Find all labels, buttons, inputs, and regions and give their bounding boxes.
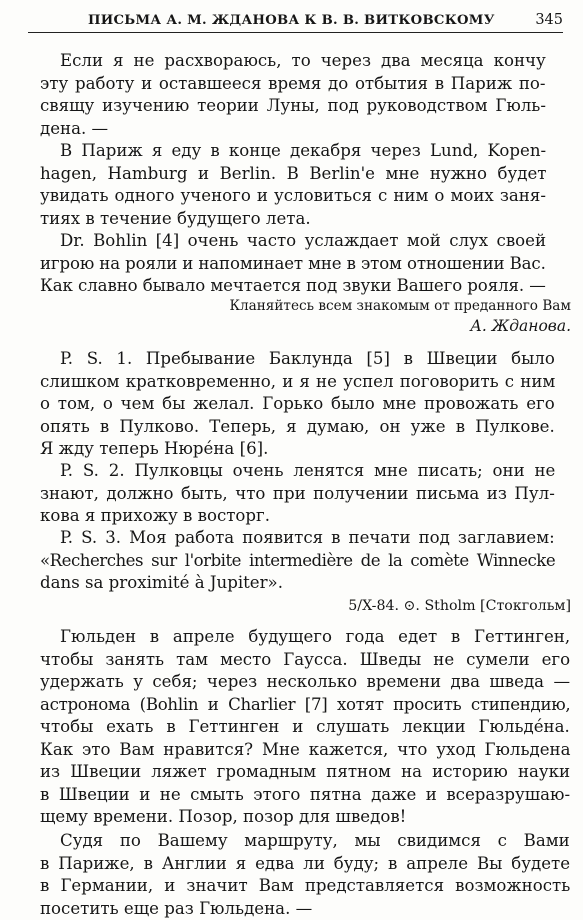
text-line: кова я прихожу в восторг.	[40, 505, 555, 528]
text-line: P. S. 3. Моя работа появится в печати под заглавием:	[40, 527, 555, 550]
text-line: тиях в течение будущего лета.	[40, 208, 546, 231]
text-line: «Recherches sur l'orbite intermedière de la comète Winnecke	[40, 550, 555, 573]
text-line: увидать одного ученого и условиться с ним о моих заня-	[40, 185, 546, 208]
text-line: посетить еще раз Гюльдена. —	[40, 898, 570, 920]
text-line: В Париж я еду в конце декабря через Lund, Kopen-	[40, 140, 546, 163]
letter1-paragraph-1	[40, 50, 546, 140]
postscript-1	[40, 348, 555, 461]
page-number: 345	[535, 12, 563, 28]
running-header	[28, 6, 563, 33]
text-line: в Париже, в Англии я едва ли буду; в апреле Вы будете	[40, 853, 570, 876]
letter2-paragraph-1	[40, 626, 570, 829]
text-line: знают, должно быть, что при получении письма из Пул-	[40, 483, 555, 506]
letter2-date-line: 5/X-84. ⊙. Stholm [Стокгольм]	[348, 598, 571, 614]
text-line: Как славно бывало мечтается под звуки Вашего рояля. —	[40, 275, 546, 298]
text-line: свящу изучению теории Луны, под руководством Гюль-	[40, 95, 546, 118]
text-line: чтобы занять там место Гаусса. Шведы не сумели его	[40, 649, 570, 672]
text-line: чтобы ехать в Геттинген и слушать лекции Гюльдéна.	[40, 716, 570, 739]
text-line: о том, о чем бы желал. Горько было мне провожать его	[40, 393, 555, 416]
text-line: Dr. Bohlin [4] очень часто услаждает мой слух своей	[40, 230, 546, 253]
postscript-3	[40, 527, 555, 595]
text-line: Как это Вам нравится? Мне кажется, что уход Гюльдена	[40, 739, 570, 762]
text-line: игрою на рояли и напоминает мне в этом отношении Вас.	[40, 253, 546, 276]
text-line: дена. —	[40, 118, 546, 141]
text-line: в Германии, и значит Вам представляется возможность	[40, 875, 570, 898]
text-line: слишком кратковременно, и я не успел поговорить с ним	[40, 371, 555, 394]
running-title: ПИСЬМА А. М. ЖДАНОВА К В. В. ВИТКОВСКОМУ	[88, 13, 495, 28]
letter1-signature: А. Жданова.	[470, 317, 571, 335]
text-line: удержать у себя; через несколько времени два шведа —	[40, 671, 570, 694]
letter1-signoff: Кланяйтесь всем знакомым от преданного Вам	[229, 298, 571, 314]
text-line: в Швеции и не смыть этого пятна даже и всеразрушаю-	[40, 784, 570, 807]
text-line: P. S. 2. Пулковцы очень ленятся мне писать; они не	[40, 460, 555, 483]
postscript-2	[40, 460, 555, 528]
text-line: эту работу и оставшееся время до отбытия в Париж по-	[40, 73, 546, 96]
text-line: астронома (Bohlin и Charlier [7] хотят просить стипендию,	[40, 694, 570, 717]
text-line: Гюльден в апреле будущего года едет в Геттинген,	[40, 626, 570, 649]
text-line: Я жду теперь Нюрéна [6].	[40, 438, 555, 461]
text-line: щему времени. Позор, позор для шведов!	[40, 806, 570, 829]
letter1-paragraph-3	[40, 230, 546, 298]
text-line: Если я не расхвораюсь, то через два месяца кончу	[40, 50, 546, 73]
text-line: из Швеции ляжет громадным пятном на историю науки	[40, 761, 570, 784]
text-line: опять в Пулково. Теперь, я думаю, он уже в Пулкове.	[40, 416, 555, 439]
text-line: P. S. 1. Пребывание Баклунда [5] в Швеции было	[40, 348, 555, 371]
text-line: Судя по Вашему маршруту, мы свидимся с Вами	[40, 830, 570, 853]
text-line: dans sa proximité à Jupiter».	[40, 572, 555, 595]
letter1-paragraph-2	[40, 140, 546, 230]
text-line: hagen, Hamburg и Berlin. В Berlin'е мне нужно будет	[40, 163, 546, 186]
letter2-paragraph-2	[40, 830, 570, 920]
